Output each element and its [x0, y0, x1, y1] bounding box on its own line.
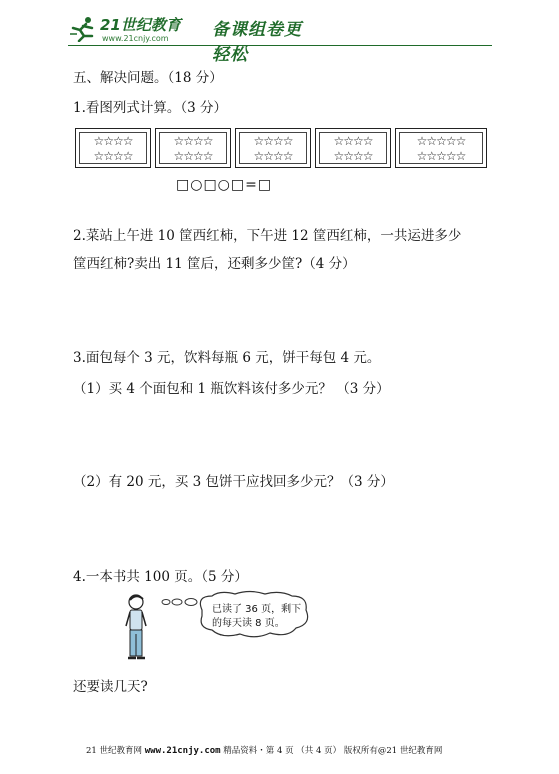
question-3-part-2: （2）有 20 元，买 3 包饼干应找回多少元？（3 分） — [73, 474, 394, 490]
star-boxes — [75, 128, 495, 172]
footer-right: 精品资料・第 4 页 （共 4 页） 版权所有@21 世纪教育网 — [220, 746, 443, 756]
footer-left: 21 世纪教育网 — [86, 746, 145, 756]
thought-bubble — [160, 590, 340, 640]
section-title: 五、解决问题。（18 分） — [73, 70, 223, 86]
star-row: ☆☆☆☆ — [93, 134, 133, 148]
star-row: ☆☆☆☆ — [173, 149, 213, 163]
header-divider — [68, 45, 492, 46]
question-2-line-2: 筐西红柿?卖出 11 筐后，还剩多少筐?（4 分） — [73, 256, 356, 272]
runner-logo-icon — [68, 16, 98, 42]
bubble-line-1: 已读了 36 页，剩下 — [212, 604, 302, 615]
bubble-line-2: 的每天读 8 页。 — [212, 618, 285, 629]
star-box-1 — [75, 128, 151, 168]
footer-site-link[interactable]: www.21cnjy.com — [144, 746, 221, 756]
star-box-5 — [395, 128, 487, 168]
question-4-ask: 还要读几天? — [73, 679, 148, 695]
star-box-2 — [155, 128, 231, 168]
star-row: ☆☆☆☆ — [253, 149, 293, 163]
header-logo — [68, 14, 318, 65]
star-row: ☆☆☆☆ — [93, 149, 133, 163]
question-3-text: 3.面包每个 3 元，饮料每瓶 6 元，饼干每包 4 元。 — [73, 350, 381, 366]
logo-url: www.21cnjy.com — [102, 34, 169, 43]
star-box-4 — [315, 128, 391, 168]
star-row: ☆☆☆☆ — [333, 134, 373, 148]
question-2-line-1: 2.菜站上午进 10 筐西红柿，下午进 12 筐西红柿，一共运进多少 — [73, 228, 462, 244]
answer-equation-blanks[interactable]: □○□○□=□ — [176, 177, 273, 193]
question-1-text: 1.看图列式计算。（3 分） — [73, 100, 228, 116]
star-row: ☆☆☆☆☆ — [416, 149, 466, 163]
boy-figure-icon — [122, 592, 162, 662]
star-row: ☆☆☆☆ — [253, 134, 293, 148]
logo-text: 21世纪教育 — [100, 16, 181, 34]
star-row: ☆☆☆☆ — [333, 149, 373, 163]
question-4-text: 4.一本书共 100 页。（5 分） — [73, 569, 248, 585]
star-row: ☆☆☆☆☆ — [416, 134, 466, 148]
header-slogan: 备课组卷更轻松 — [212, 20, 302, 65]
question-3-part-1: （1）买 4 个面包和 1 瓶饮料该付多少元？ （3 分） — [73, 381, 390, 397]
page-footer — [86, 744, 442, 756]
star-row: ☆☆☆☆ — [173, 134, 213, 148]
star-box-3 — [235, 128, 311, 168]
